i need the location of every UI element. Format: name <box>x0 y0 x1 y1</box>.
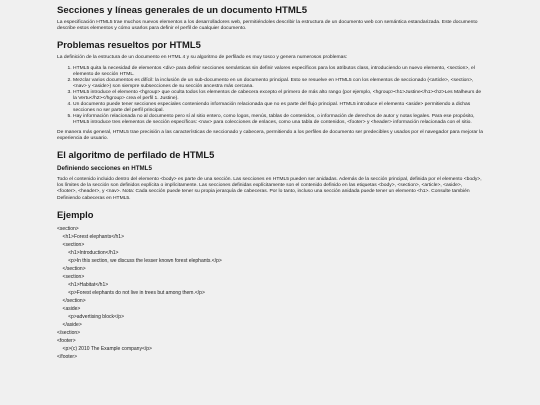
problems-summary-paragraph: De manera más general, HTML5 trae precisión a las características de seccionado y cabecera, permitiendo a los perfiles de documento ser predecibles y usados por el navegador para mejorar la experiencia de usuario. <box>57 129 483 141</box>
algorithm-paragraph: Todo el contenido incluido dentro del elemento <body> es parte de una sección. Las secciones en HTML5 pueden ser anidadas. Además de la sección principal, definida por el elemento <body>, los límites de la sección son definidos explícita o implícitamente. Las secciones definidas explícitamente son el contenido definido en las etiquetas <body>, <section>, <article>, <aside>, <footer>, <header>, y <nav>. Nota: Cada sección puede tener su propia jerarquía de cabeceras. Por lo tanto, incluso una sección anidada puede tener un elemento <h1>. Consulte también Definiendo cabeceras en HTML5. <box>57 177 482 201</box>
section-heading-algorithm: El algoritmo de perfilado de HTML5 <box>57 149 215 161</box>
list-item: 1. HTML5 quita la necesidad de elementos <div> para definir secciones semánticas sin definir valores específicos para los atributos class, introduciendo un nuevo elemento, <section>, el elemento de sección HTML. <box>73 66 483 78</box>
subsection-heading-defining-sections: Definiendo secciones en HTML5 <box>57 165 152 173</box>
list-item: 2. Mezclar varios documentos es difícil: la inclusión de un sub-documento en un documento principal. Esto se resuelve en HTML5 con los elementos de seccionado (<article>, <section>, <nav> y <aside>) son siempre subsecciones de su sección ancestra más cercana. <box>73 78 483 90</box>
problems-list <box>57 66 483 126</box>
problems-intro-paragraph: La definición de la estructura de un documento en HTML 4 y su algoritmo de perfilado es muy tosco y genera numerosos problemas: <box>57 55 348 61</box>
section-heading-example: Ejemplo <box>57 208 94 220</box>
page-title: Secciones y líneas generales de un documento HTML5 <box>57 5 308 16</box>
list-item: 4. Un documento puede tener secciones especiales conteniendo información relacionada que no es parte del flujo principal. HTML5 introduce el elemento <aside> permitiendo a dichas secciones no ser parte del perfil principal. <box>73 102 483 114</box>
list-item: 3. HTML5 introduce el elemento <hgroup> que oculta todos los elementos de cabecera excepto el primero de más alto rango (por ejemplo, <hgroup><h1>Justine</h1><h2>Les Malheurs de la Vertu</h2></hgroup> crea el perfil 1. Justine). <box>73 90 483 102</box>
list-item: 5. Hay información relacionada no al documento pero sí al sitio entero, como logos, menús, tablas de contenidos, o información de derechos de autor y notas legales. Para ese propósito, HTML5 introduce tres elementos de sección específicos: <nav> para colecciones de enlaces, como una tabla de contenidos, <footer> y <header> información relacionada con el sitio. <box>73 114 483 126</box>
code-example: <section> <h1>Forest elephants</h1> <section> <h1>Introduction</h1> <p>In this section, we discuss the lesser known forest elephants.</p> </section> <section> <h1>Habitat</h1> <p>Forest elephants do not live in trees but among them.</p> </section> <aside> <p>advertising block</p> </aside> </section> <footer> <p>(c) 2010 The Example company</p> </footer> <box>57 225 222 360</box>
intro-paragraph: La especificación HTML5 trae muchos nuevos elementos a los desarrolladores web, permitiéndoles describir la estructura de un documento web con semántica estandarizada. Este documento describe estos elementos y cómo usarlos para definir el perfil de cualquier documento. <box>57 20 478 32</box>
section-heading-problems: Problemas resueltos por HTML5 <box>57 39 201 51</box>
